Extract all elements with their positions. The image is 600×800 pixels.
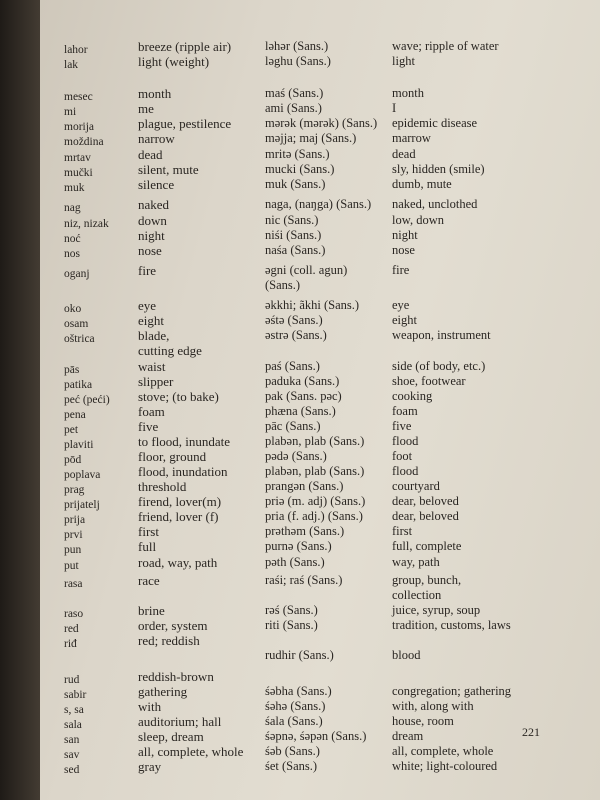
cognate-meaning: group, bunch, bbox=[392, 573, 462, 587]
entry-word: pās bbox=[64, 364, 80, 376]
sanskrit-cognate: mritə (Sans.) bbox=[265, 147, 330, 161]
cognate-meaning: dumb, mute bbox=[392, 177, 452, 191]
entry-word: oštrica bbox=[64, 333, 95, 345]
sanskrit-cognate: nic (Sans.) bbox=[265, 213, 319, 227]
english-gloss: all, complete, whole bbox=[138, 744, 244, 759]
english-gloss: reddish-brown bbox=[138, 669, 214, 684]
english-gloss: first bbox=[138, 524, 159, 539]
sanskrit-cognate: paduka (Sans.) bbox=[265, 374, 340, 388]
sanskrit-cognate: niśi (Sans.) bbox=[265, 228, 322, 242]
cognate-meaning: dream bbox=[392, 729, 424, 743]
table-row bbox=[40, 55, 600, 77]
entry-word: moždina bbox=[64, 136, 104, 148]
english-gloss: stove; (to bake) bbox=[138, 389, 219, 404]
cognate-meaning: flood bbox=[392, 434, 419, 448]
english-gloss: red; reddish bbox=[138, 633, 200, 648]
sanskrit-cognate: əkkhi; ãkhi (Sans.) bbox=[265, 298, 360, 312]
cognate-meaning: month bbox=[392, 86, 424, 100]
entry-word: osam bbox=[64, 318, 89, 330]
sanskrit-cognate: pāc (Sans.) bbox=[265, 419, 321, 433]
sanskrit-cognate: (Sans.) bbox=[265, 278, 301, 292]
entry-word: sav bbox=[64, 749, 80, 761]
english-gloss: waist bbox=[138, 359, 166, 374]
english-gloss: me bbox=[138, 101, 154, 116]
sanskrit-cognate: mucki (Sans.) bbox=[265, 162, 335, 176]
cognate-meaning: wave; ripple of water bbox=[392, 39, 499, 53]
cognate-meaning: foam bbox=[392, 404, 418, 418]
entry-word: oganj bbox=[64, 268, 90, 280]
cognate-meaning: congregation; gathering bbox=[392, 684, 512, 698]
cognate-meaning: five bbox=[392, 419, 412, 433]
english-gloss: auditorium; hall bbox=[138, 714, 222, 729]
sanskrit-cognate: prangən (Sans.) bbox=[265, 479, 344, 493]
entry-word: prija bbox=[64, 514, 86, 526]
cognate-meaning: courtyard bbox=[392, 479, 440, 493]
cognate-meaning: low, down bbox=[392, 213, 444, 227]
english-gloss: plague, pestilence bbox=[138, 116, 232, 131]
entry-word: san bbox=[64, 734, 80, 746]
cognate-meaning: with, along with bbox=[392, 699, 474, 713]
cognate-meaning: first bbox=[392, 524, 413, 538]
english-gloss: with bbox=[138, 699, 162, 714]
english-gloss: blade, bbox=[138, 328, 170, 343]
entry-word: prag bbox=[64, 484, 85, 496]
sanskrit-cognate: rəś (Sans.) bbox=[265, 603, 318, 617]
page-number: 221 bbox=[522, 725, 540, 739]
cognate-meaning: full, complete bbox=[392, 539, 462, 553]
english-gloss: brine bbox=[138, 603, 165, 618]
sanskrit-cognate: məjja; maj (Sans.) bbox=[265, 131, 357, 145]
sanskrit-cognate: śala (Sans.) bbox=[265, 714, 323, 728]
sanskrit-cognate: prəthəm (Sans.) bbox=[265, 524, 345, 538]
sanskrit-cognate: rudhir (Sans.) bbox=[265, 648, 334, 662]
sanskrit-cognate: naśa (Sans.) bbox=[265, 243, 326, 257]
english-gloss: flood, inundation bbox=[138, 464, 228, 479]
entry-word: nos bbox=[64, 248, 80, 260]
english-gloss: race bbox=[138, 573, 160, 588]
glossary-table bbox=[40, 0, 600, 800]
entry-word: prijatelj bbox=[64, 499, 100, 511]
sanskrit-cognate: naga, (naŋga) (Sans.) bbox=[265, 197, 372, 211]
cognate-meaning: I bbox=[392, 101, 397, 115]
sanskrit-cognate: əstrə (Sans.) bbox=[265, 328, 327, 342]
entry-word: prvi bbox=[64, 529, 83, 541]
english-gloss: foam bbox=[138, 404, 165, 419]
sanskrit-cognate: plabən, plab (Sans.) bbox=[265, 464, 365, 478]
entry-word: pōd bbox=[64, 454, 82, 466]
entry-word: sala bbox=[64, 719, 82, 731]
table-row bbox=[40, 649, 600, 671]
cognate-meaning: white; light-coloured bbox=[392, 759, 498, 773]
sanskrit-cognate: ləhər (Sans.) bbox=[265, 39, 329, 53]
entry-word: lak bbox=[64, 59, 79, 71]
entry-word: noć bbox=[64, 233, 81, 245]
cognate-meaning: foot bbox=[392, 449, 413, 463]
cognate-meaning: collection bbox=[392, 588, 442, 602]
entry-word: pun bbox=[64, 544, 82, 556]
entry-word: raso bbox=[64, 608, 84, 620]
english-gloss: naked bbox=[138, 197, 170, 212]
english-gloss: fire bbox=[138, 263, 157, 278]
sanskrit-cognate: pria (f. adj.) (Sans.) bbox=[265, 509, 363, 523]
table-row bbox=[40, 760, 600, 782]
entry-word: rud bbox=[64, 674, 80, 686]
sanskrit-cognate: pak (Sans. pəc) bbox=[265, 389, 342, 403]
english-gloss: month bbox=[138, 86, 172, 101]
sanskrit-cognate: pədə (Sans.) bbox=[265, 449, 327, 463]
entry-word: mesec bbox=[64, 91, 93, 103]
english-gloss: night bbox=[138, 228, 165, 243]
cognate-meaning: dead bbox=[392, 147, 416, 161]
entry-word: patika bbox=[64, 379, 93, 391]
entry-word: nag bbox=[64, 202, 81, 214]
entry-word: muk bbox=[64, 182, 85, 194]
english-gloss: narrow bbox=[138, 131, 175, 146]
cognate-meaning: marrow bbox=[392, 131, 431, 145]
entry-word: pet bbox=[64, 424, 79, 436]
english-gloss: cutting edge bbox=[138, 343, 202, 358]
entry-word: pena bbox=[64, 409, 86, 421]
sanskrit-cognate: maś (Sans.) bbox=[265, 86, 324, 100]
sanskrit-cognate: paś (Sans.) bbox=[265, 359, 320, 373]
cognate-meaning: flood bbox=[392, 464, 419, 478]
cognate-meaning: nose bbox=[392, 243, 415, 257]
english-gloss: down bbox=[138, 213, 167, 228]
english-gloss: nose bbox=[138, 243, 162, 258]
english-gloss: road, way, path bbox=[138, 555, 218, 570]
entry-word: lahor bbox=[64, 44, 88, 56]
english-gloss: dead bbox=[138, 147, 163, 162]
english-gloss: five bbox=[138, 419, 159, 434]
english-gloss: silent, mute bbox=[138, 162, 199, 177]
sanskrit-cognate: śəhə (Sans.) bbox=[265, 699, 326, 713]
english-gloss: order, system bbox=[138, 618, 208, 633]
sanskrit-cognate: ami (Sans.) bbox=[265, 101, 322, 115]
cognate-meaning: dear, beloved bbox=[392, 494, 459, 508]
sanskrit-cognate: śet (Sans.) bbox=[265, 759, 318, 773]
cognate-meaning: house, room bbox=[392, 714, 454, 728]
entry-word: poplava bbox=[64, 469, 101, 481]
english-gloss: floor, ground bbox=[138, 449, 207, 464]
cognate-meaning: side (of body, etc.) bbox=[392, 359, 486, 373]
cognate-meaning: epidemic disease bbox=[392, 116, 478, 130]
cognate-meaning: naked, unclothed bbox=[392, 197, 478, 211]
cognate-meaning: weapon, instrument bbox=[392, 328, 491, 342]
sanskrit-cognate: śəpnə, śəpən (Sans.) bbox=[265, 729, 367, 743]
entry-word: rasa bbox=[64, 578, 83, 590]
cognate-meaning: eye bbox=[392, 298, 410, 312]
entry-word: sed bbox=[64, 764, 80, 776]
english-gloss: eight bbox=[138, 313, 164, 328]
cognate-meaning: sly, hidden (smile) bbox=[392, 162, 485, 176]
cognate-meaning: shoe, footwear bbox=[392, 374, 466, 388]
entry-word: put bbox=[64, 560, 79, 572]
english-gloss: firend, lover(m) bbox=[138, 494, 222, 509]
book-page bbox=[40, 0, 600, 800]
entry-word: mrtav bbox=[64, 152, 91, 164]
cognate-meaning: night bbox=[392, 228, 418, 242]
entry-word: riđ bbox=[64, 638, 77, 650]
english-gloss: eye bbox=[138, 298, 157, 313]
sanskrit-cognate: mərək (mərək) (Sans.) bbox=[265, 116, 378, 130]
sanskrit-cognate: śəbha (Sans.) bbox=[265, 684, 332, 698]
sanskrit-cognate: priə (m. adj) (Sans.) bbox=[265, 494, 366, 508]
sanskrit-cognate: əgni (coll. agun) bbox=[265, 263, 348, 277]
english-gloss: full bbox=[138, 539, 157, 554]
entry-word: morija bbox=[64, 121, 95, 133]
cognate-meaning: light bbox=[392, 54, 415, 68]
sanskrit-cognate: əśtə (Sans.) bbox=[265, 313, 323, 327]
english-gloss: sleep, dream bbox=[138, 729, 204, 744]
cognate-meaning: dear, beloved bbox=[392, 509, 459, 523]
sanskrit-cognate: ləghu (Sans.) bbox=[265, 54, 331, 68]
cognate-meaning: tradition, customs, laws bbox=[392, 618, 511, 632]
english-gloss: gathering bbox=[138, 684, 188, 699]
entry-word: mučki bbox=[64, 167, 93, 179]
entry-word: oko bbox=[64, 303, 82, 315]
sanskrit-cognate: purnə (Sans.) bbox=[265, 539, 332, 553]
english-gloss: gray bbox=[138, 759, 162, 774]
english-gloss: to flood, inundate bbox=[138, 434, 231, 449]
english-gloss: friend, lover (f) bbox=[138, 509, 219, 524]
cognate-meaning: fire bbox=[392, 263, 410, 277]
cognate-meaning: eight bbox=[392, 313, 417, 327]
english-gloss: breeze (ripple air) bbox=[138, 39, 232, 54]
sanskrit-cognate: raśi; raś (Sans.) bbox=[265, 573, 343, 587]
entry-word: red bbox=[64, 623, 79, 635]
cognate-meaning: blood bbox=[392, 648, 421, 662]
sanskrit-cognate: riti (Sans.) bbox=[265, 618, 318, 632]
english-gloss: silence bbox=[138, 177, 175, 192]
entry-word: niz, nizak bbox=[64, 218, 109, 230]
entry-word: peć (peći) bbox=[64, 394, 110, 406]
sanskrit-cognate: plabən, plab (Sans.) bbox=[265, 434, 365, 448]
entry-word: s, sa bbox=[64, 704, 84, 716]
sanskrit-cognate: phæna (Sans.) bbox=[265, 404, 336, 418]
cognate-meaning: way, path bbox=[392, 555, 440, 569]
entry-word: sabir bbox=[64, 689, 87, 701]
cognate-meaning: juice, syrup, soup bbox=[392, 603, 481, 617]
entry-word: mi bbox=[64, 106, 77, 118]
sanskrit-cognate: muk (Sans.) bbox=[265, 177, 326, 191]
sanskrit-cognate: pəth (Sans.) bbox=[265, 555, 325, 569]
english-gloss: threshold bbox=[138, 479, 187, 494]
english-gloss: light (weight) bbox=[138, 54, 210, 69]
entry-word: plaviti bbox=[64, 439, 94, 451]
english-gloss: slipper bbox=[138, 374, 174, 389]
cognate-meaning: all, complete, whole bbox=[392, 744, 494, 758]
sanskrit-cognate: śəb (Sans.) bbox=[265, 744, 320, 758]
cognate-meaning: cooking bbox=[392, 389, 433, 403]
